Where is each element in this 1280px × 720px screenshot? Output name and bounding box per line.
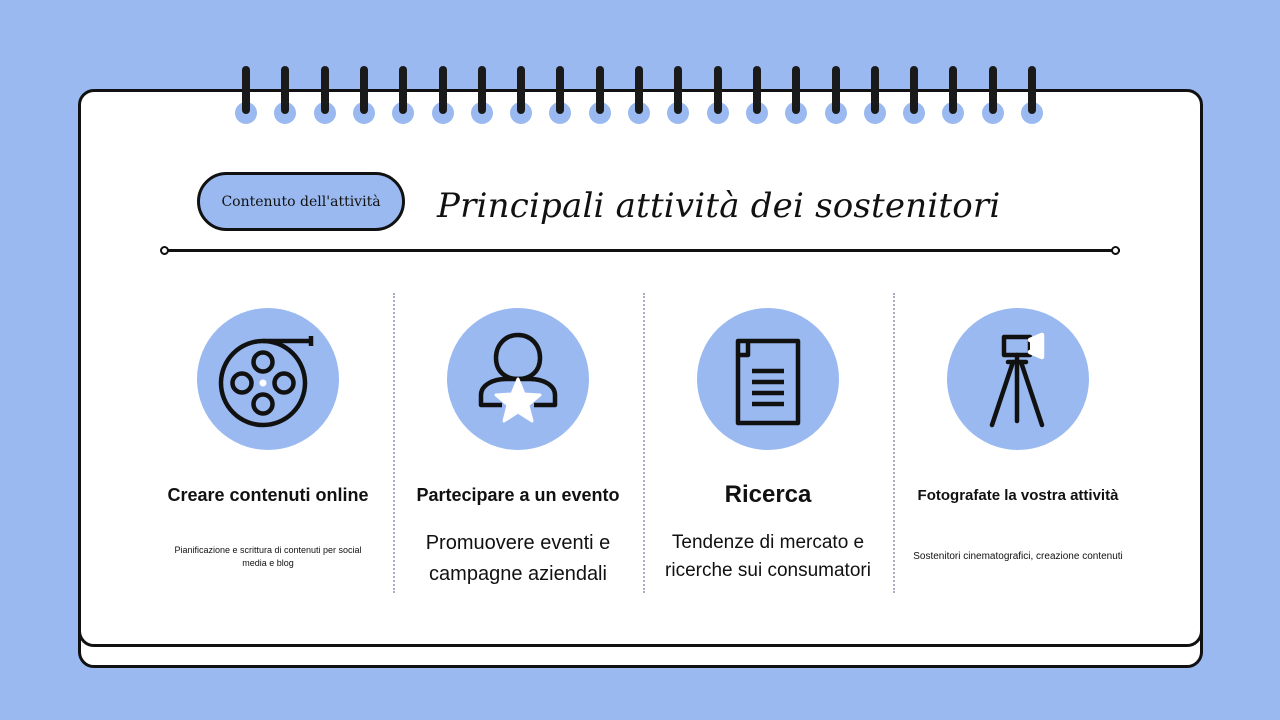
activity-title: Fotografate la vostra attività — [917, 487, 1119, 504]
activity-description: Tendenze di mercato e ricerche sui consumatori — [665, 532, 871, 581]
spiral-ring — [942, 66, 964, 124]
spiral-ring — [392, 66, 414, 124]
spiral-ring — [274, 66, 296, 124]
divider-end-dot — [1111, 246, 1120, 255]
spiral-ring — [746, 66, 768, 124]
document-icon — [718, 329, 818, 429]
user-star-icon — [468, 329, 568, 429]
activity-content-badge — [197, 172, 405, 231]
spiral-ring — [314, 66, 336, 124]
badge-label: Contenuto dell'attività — [221, 193, 381, 210]
tripod-camera-icon — [968, 329, 1068, 429]
spiral-ring — [549, 66, 571, 124]
column-divider — [893, 293, 895, 593]
activity-description: Sostenitori cinematografici, creazione contenuti — [913, 551, 1123, 562]
icon-circle — [697, 308, 839, 450]
activity-column-photography — [899, 300, 1137, 600]
icon-circle — [197, 308, 339, 450]
title-divider — [162, 249, 1120, 252]
activity-title: Partecipare a un evento — [416, 485, 620, 505]
activity-column-research — [649, 300, 887, 600]
spiral-ring — [353, 66, 375, 124]
spiral-ring — [589, 66, 611, 124]
activity-column-event — [399, 300, 637, 600]
icon-circle — [447, 308, 589, 450]
spiral-ring — [471, 66, 493, 124]
spiral-ring — [903, 66, 925, 124]
spiral-ring — [628, 66, 650, 124]
spiral-ring — [1021, 66, 1043, 124]
spiral-ring — [707, 66, 729, 124]
page-title: Principali attività dei sostenitori — [437, 186, 1001, 226]
activity-column-create-content — [149, 300, 387, 600]
divider-start-dot — [160, 246, 169, 255]
spiral-ring — [864, 66, 886, 124]
activity-title: Creare contenuti online — [167, 485, 369, 505]
activity-description: Promuovere eventi e campagne aziendali — [425, 532, 611, 585]
spiral-ring — [510, 66, 532, 124]
icon-circle — [947, 308, 1089, 450]
spiral-ring — [785, 66, 807, 124]
film-reel-icon — [218, 329, 318, 429]
spiral-ring — [982, 66, 1004, 124]
column-divider — [393, 293, 395, 593]
spiral-ring — [235, 66, 257, 124]
column-divider — [643, 293, 645, 593]
spiral-ring — [432, 66, 454, 124]
activity-title: Ricerca — [724, 481, 812, 508]
spiral-ring — [825, 66, 847, 124]
activity-description: Pianificazione e scrittura di contenuti per social media e blog — [174, 545, 362, 568]
spiral-ring — [667, 66, 689, 124]
